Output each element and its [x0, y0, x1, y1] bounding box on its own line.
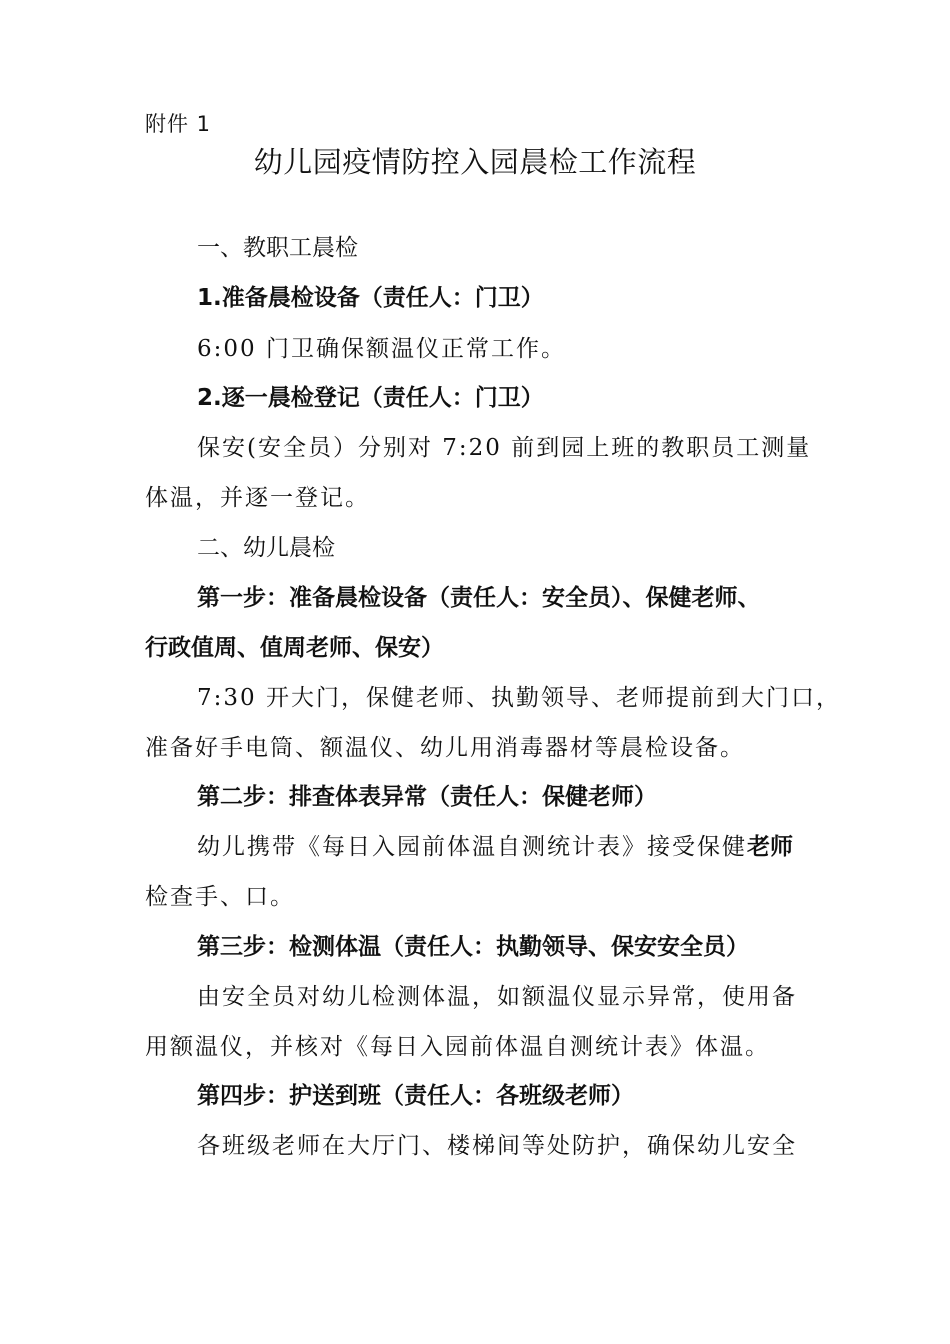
attachment-label: 附件 1: [145, 112, 212, 136]
section1-item2-heading: 2.逐一晨检登记（责任人：门卫）: [197, 385, 544, 411]
section1-item1-text: 6:00 门卫确保额温仪正常工作。: [197, 336, 566, 362]
section2-step1-text-line1: 7:30 开大门，保健老师、执勤领导、老师提前到大门口，: [197, 685, 841, 711]
section1-heading: 一、教职工晨检: [197, 235, 358, 261]
section2-step3-heading: 第三步：检测体温（责任人：执勤领导、保安安全员）: [197, 934, 749, 960]
section2-step3-text-line1: 由安全员对幼儿检测体温，如额温仪显示异常，使用备: [197, 984, 797, 1010]
section2-step2-text-line1-part-a: 幼儿携带《每日入园前体温自测统计表》接受保健: [197, 834, 747, 860]
section2-step1-heading-line2: 行政值周、值周老师、保安）: [145, 635, 444, 661]
document-title: 幼儿园疫情防控入园晨检工作流程: [253, 145, 697, 179]
section1-item1-heading: 1.准备晨检设备（责任人：门卫）: [197, 285, 544, 311]
section2-step1-text-line2: 准备好手电筒、额温仪、幼儿用消毒器材等晨检设备。: [145, 735, 745, 761]
section2-step2-text-line2: 检查手、口。: [145, 884, 295, 910]
section2-step3-text-line2: 用额温仪，并核对《每日入园前体温自测统计表》体温。: [145, 1034, 770, 1060]
section1-item2-text-line2: 体温，并逐一登记。: [145, 485, 370, 511]
section2-step2-text-line1: [197, 832, 793, 862]
section2-step4-text-line1: 各班级老师在大厅门、楼梯间等处防护，确保幼儿安全: [197, 1133, 797, 1159]
section1-item2-text-line1: 保安(安全员）分别对 7:20 前到园上班的教职员工测量: [197, 435, 812, 461]
section2-step2-text-line1-part-b: 老师: [747, 834, 793, 860]
section2-step4-heading: 第四步：护送到班（责任人：各班级老师）: [197, 1083, 634, 1109]
section2-step2-heading: 第二步：排查体表异常（责任人：保健老师）: [197, 784, 657, 810]
section2-heading: 二、幼儿晨检: [197, 535, 335, 561]
section2-step1-heading-line1: 第一步：准备晨检设备（责任人：安全员）、保健老师、: [197, 585, 761, 611]
